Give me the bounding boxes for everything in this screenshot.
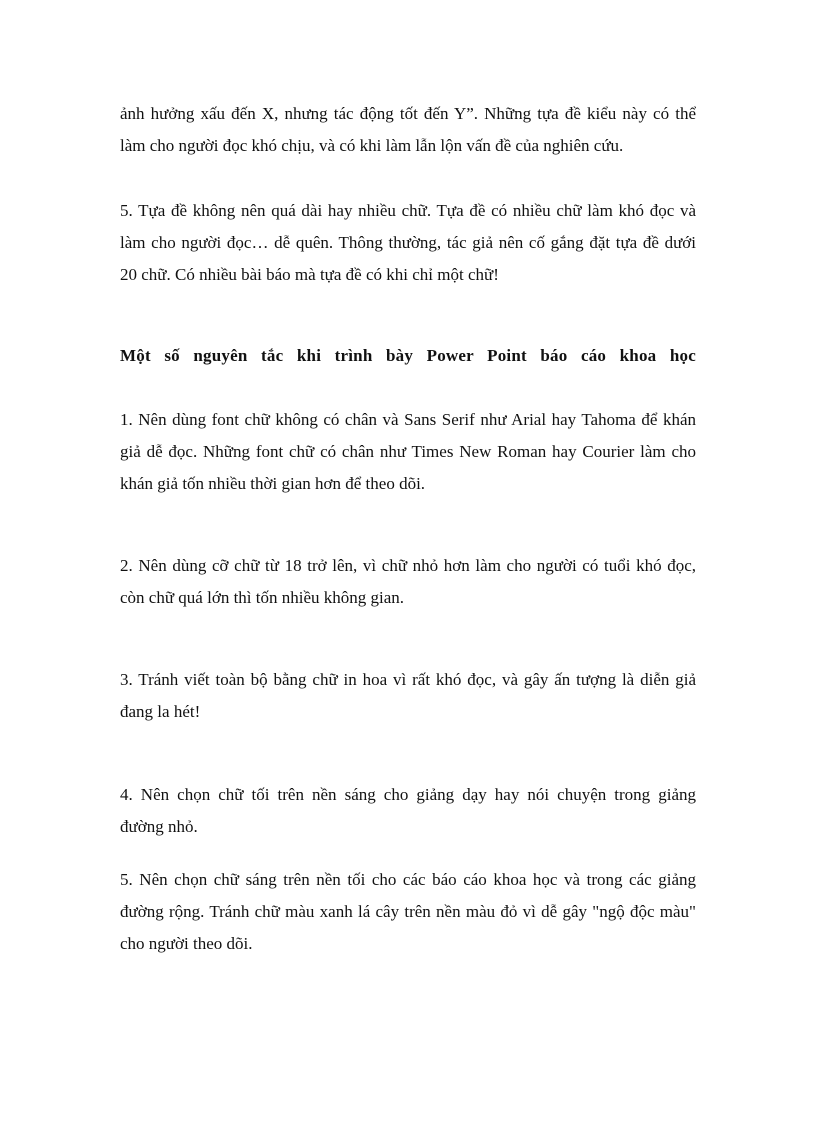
text-line: giả dễ đọc. Những font chữ có chân như Times New Roman hay Courier làm cho <box>120 442 696 461</box>
text-line: làm cho người đọc… dễ quên. Thông thường, tác giả nên cố gắng đặt tựa đề dưới <box>120 233 696 252</box>
text-line: còn chữ quá lớn thì tốn nhiều không gian. <box>120 588 405 607</box>
section-heading: Một số nguyên tắc khi trình bày Power Point báo cáo khoa học <box>120 346 696 365</box>
text-line: 3. Tránh viết toàn bộ bằng chữ in hoa vì rất khó đọc, và gây ấn tượng là diễn giả <box>120 670 696 689</box>
text-line: đường nhỏ. <box>120 817 198 836</box>
text-line: làm cho người đọc khó chịu, và có khi làm lẫn lộn vấn đề của nghiên cứu. <box>120 136 624 155</box>
text-line: 20 chữ. Có nhiều bài báo mà tựa đề có khi chỉ một chữ! <box>120 265 499 284</box>
text-line: 5. Nên chọn chữ sáng trên nền tối cho các báo cáo khoa học và trong các giảng <box>120 870 696 889</box>
text-line: 1. Nên dùng font chữ không có chân và Sans Serif như Arial hay Tahoma để khán <box>120 410 696 429</box>
text-line: ảnh hưởng xấu đến X, nhưng tác động tốt đến Y”. Những tựa đề kiểu này có thể <box>120 104 696 123</box>
text-line: đường rộng. Tránh chữ màu xanh lá cây trên nền màu đỏ vì dễ gây "ngộ độc màu" <box>120 902 696 921</box>
text-line: 2. Nên dùng cỡ chữ từ 18 trở lên, vì chữ nhỏ hơn làm cho người có tuổi khó đọc, <box>120 556 696 575</box>
text-line: khán giả tốn nhiều thời gian hơn để theo dõi. <box>120 474 426 493</box>
text-line: cho người theo dõi. <box>120 934 253 953</box>
text-line: đang la hét! <box>120 702 201 721</box>
text-line: 5. Tựa đề không nên quá dài hay nhiều chữ. Tựa đề có nhiều chữ làm khó đọc và <box>120 201 696 220</box>
text-line: 4. Nên chọn chữ tối trên nền sáng cho giảng dạy hay nói chuyện trong giảng <box>120 785 696 804</box>
